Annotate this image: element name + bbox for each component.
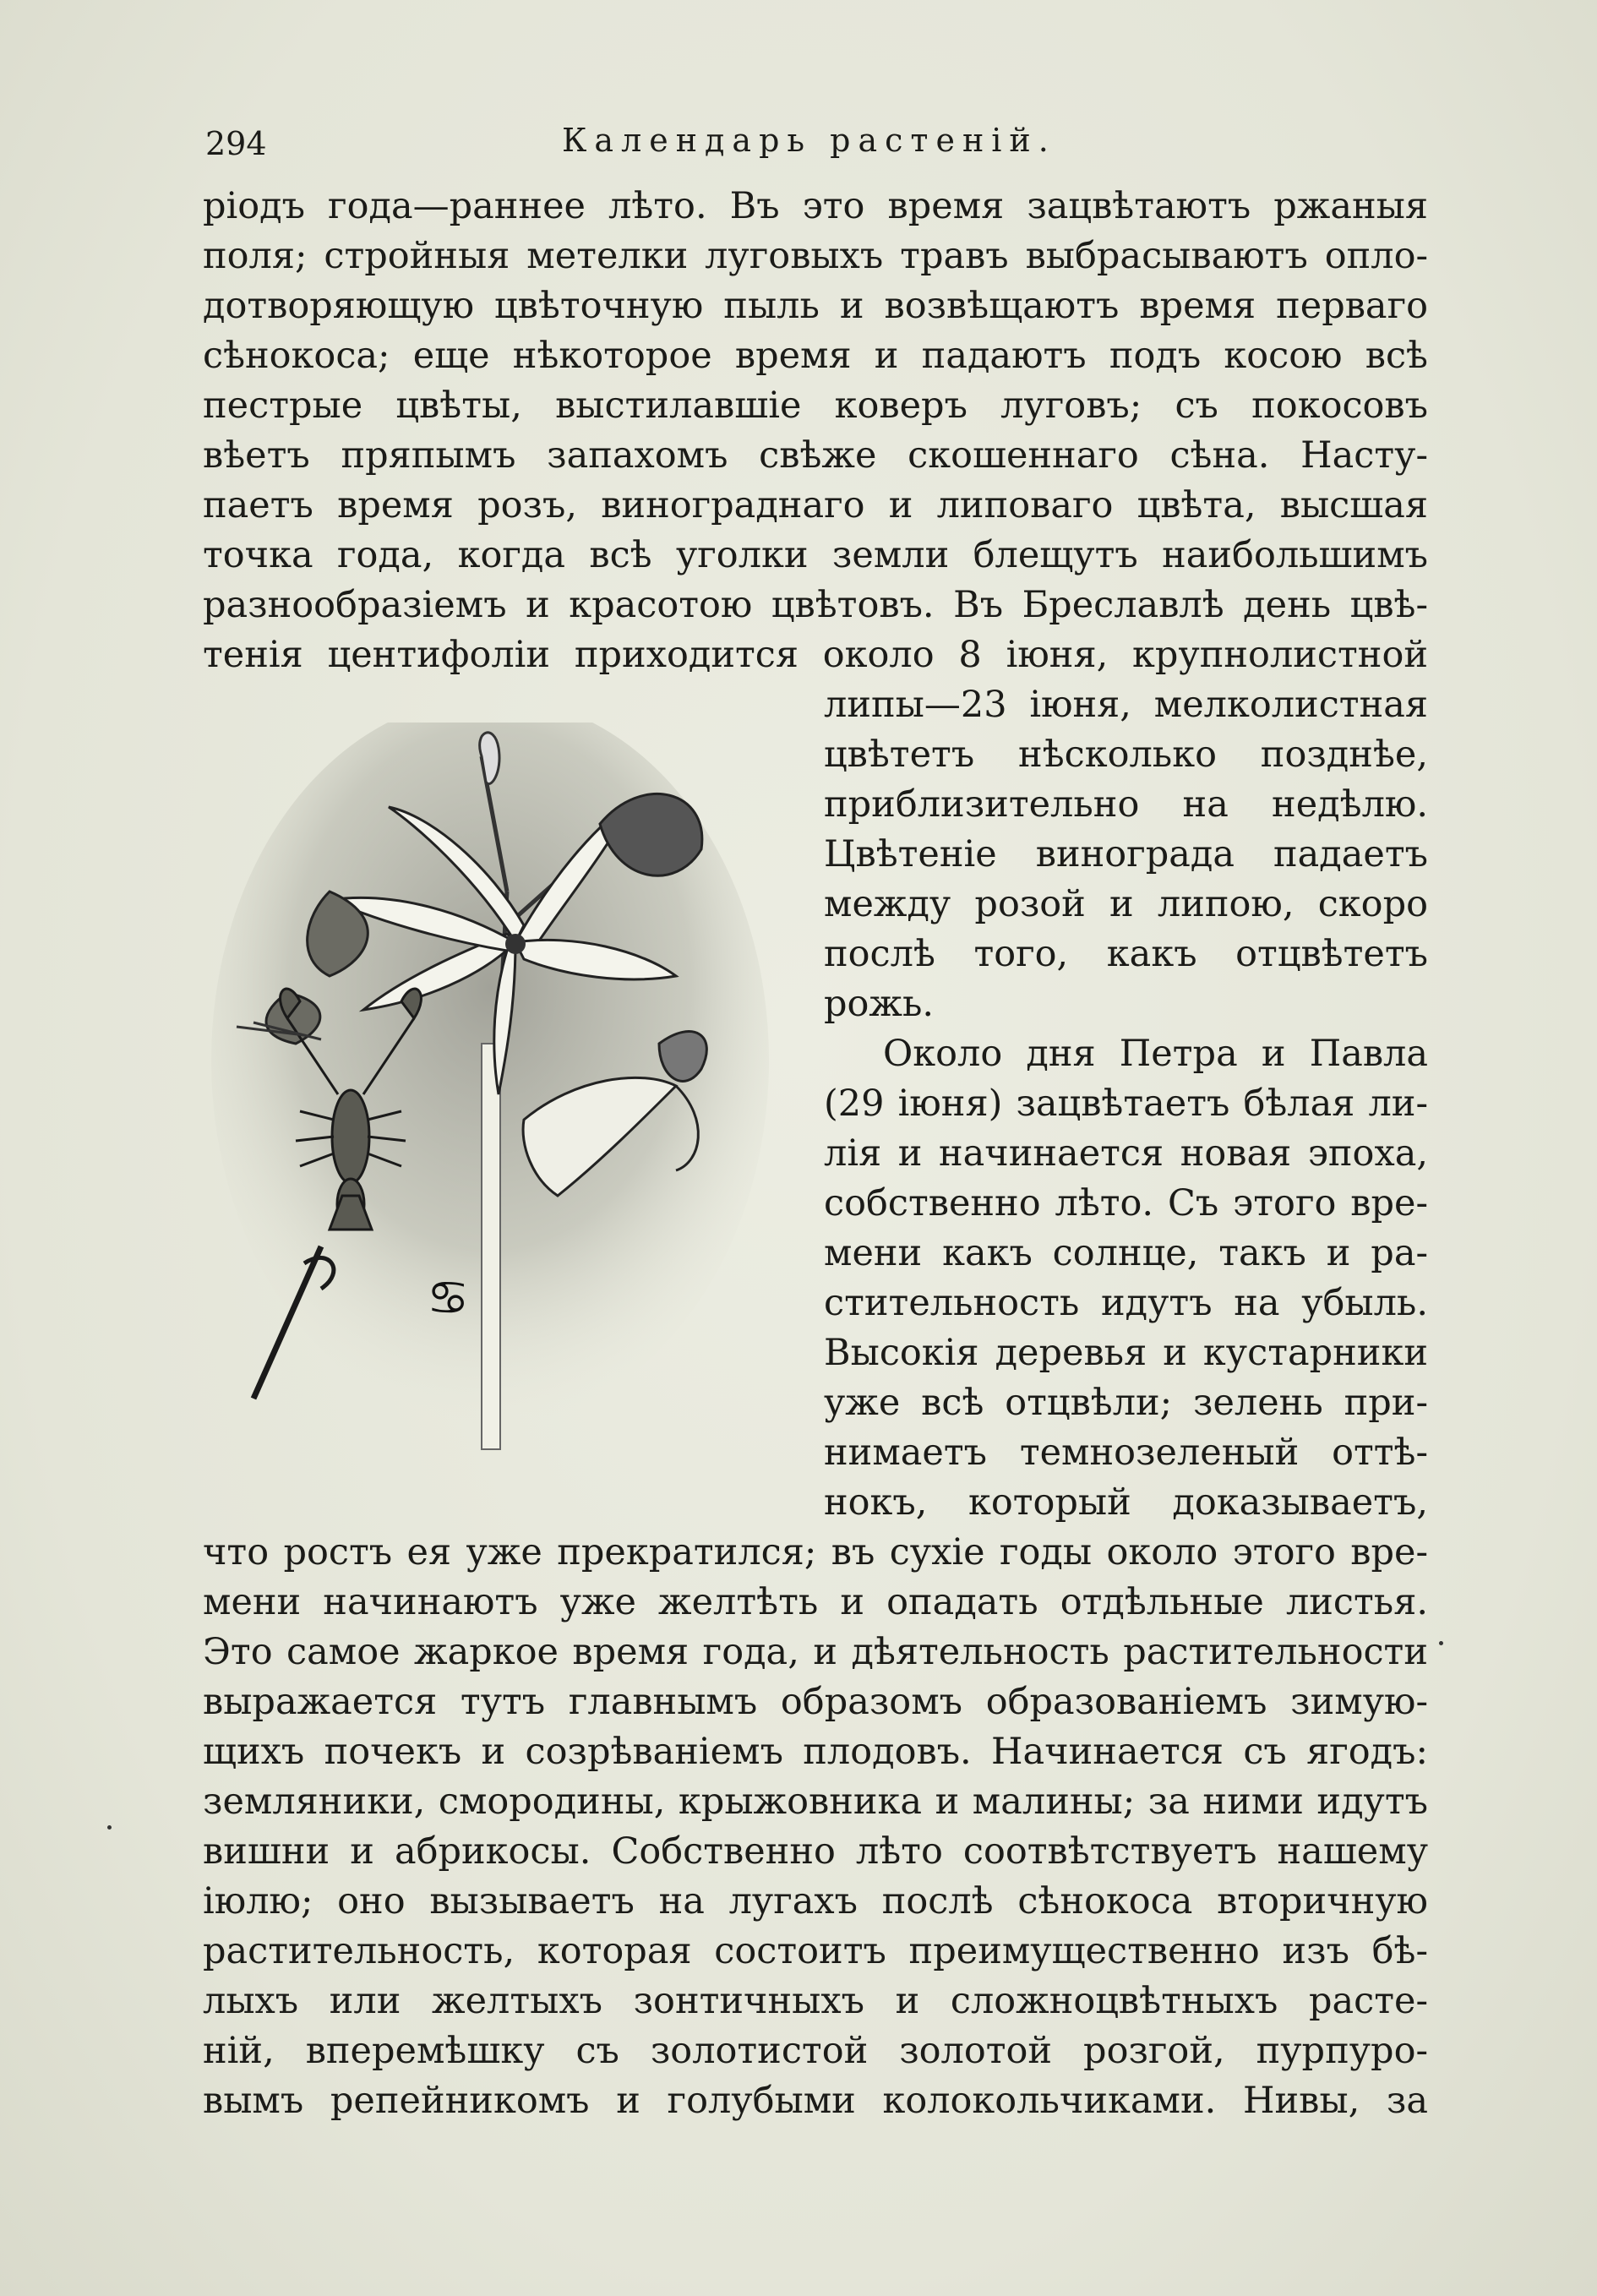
text-line: мени начинаютъ уже желтѣть и опадать отдѣльные листья.: [203, 1581, 1428, 1623]
text-line: пестрые цвѣты, выстилавшіе коверъ луговъ; съ покосовъ: [203, 384, 1428, 427]
text-line: вишни и абрикосы. Собственно лѣто соотвѣтствуетъ нашему: [203, 1830, 1428, 1873]
text-line: между розой и липою, скоро: [824, 883, 1428, 925]
cancer-zodiac-icon: ♋: [427, 1271, 470, 1326]
page-header: [0, 122, 1597, 176]
text-line: стительность идутъ на убыль.: [824, 1282, 1428, 1324]
lily-crayfish-illustration: [203, 723, 777, 1475]
text-line: паетъ время розъ, винограднаго и липоваго цвѣта, высшая: [203, 484, 1428, 526]
text-line: сѣнокоса; еще нѣкоторое время и падаютъ подъ косою всѣ: [203, 335, 1428, 377]
text-line: рожь.: [824, 983, 935, 1025]
text-line: растительность, которая состоитъ преимущественно изъ бѣ-: [203, 1930, 1428, 1972]
text-line: дотворяющую цвѣточную пыль и возвѣщаютъ время перваго: [203, 285, 1428, 327]
running-title: Календарь растеній.: [562, 122, 1056, 159]
text-line: земляники, смородины, крыжовника и малины; за ними идутъ: [203, 1781, 1428, 1823]
text-line: что ростъ ея уже прекратился; въ сухіе годы около этого вре-: [203, 1531, 1428, 1573]
text-line: Около дня Петра и Павла: [883, 1033, 1428, 1075]
text-line: лыхъ или желтыхъ зонтичныхъ и сложноцвѣтныхъ расте-: [203, 1980, 1428, 2022]
paper-speck: [107, 1825, 112, 1830]
text-line: послѣ того, какъ отцвѣтетъ: [824, 933, 1428, 975]
text-line: іюлю; оно вызываетъ на лугахъ послѣ сѣнокоса вторичную: [203, 1880, 1428, 1922]
page-number: 294: [205, 125, 267, 162]
text-line: выражается тутъ главнымъ образомъ образованіемъ зимую-: [203, 1681, 1428, 1723]
text-line: нимаетъ темнозеленый оттѣ-: [824, 1432, 1428, 1474]
text-line: вѣетъ пряпымъ запахомъ свѣже скошеннаго сѣна. Насту-: [203, 434, 1428, 477]
text-line: уже всѣ отцвѣли; зелень при-: [824, 1382, 1428, 1424]
text-line: собственно лѣто. Съ этого вре-: [824, 1182, 1428, 1224]
text-line: вымъ репейникомъ и голубыми колокольчиками. Нивы, за: [203, 2080, 1428, 2122]
text-line: (29 іюня) зацвѣтаетъ бѣлая ли-: [824, 1083, 1428, 1125]
text-line: точка года, когда всѣ уголки земли блещутъ наибольшимъ: [203, 534, 1428, 576]
text-line: тенія центифоліи приходится около 8 іюня, крупнолистной: [203, 634, 1428, 676]
text-line: щихъ почекъ и созрѣваніемъ плодовъ. Начинается съ ягодъ:: [203, 1731, 1428, 1773]
text-line: Высокія деревья и кустарники: [824, 1332, 1428, 1374]
text-line: липы—23 іюня, мелколистная: [824, 684, 1428, 726]
text-line: разнообразіемъ и красотою цвѣтовъ. Въ Бреславлѣ день цвѣ-: [203, 584, 1428, 626]
text-line: цвѣтетъ нѣсколько позднѣе,: [824, 734, 1428, 776]
text-line: Цвѣтеніе винограда падаетъ: [824, 833, 1428, 875]
text-line: поля; стройныя метелки луговыхъ травъ выбрасываютъ опло-: [203, 235, 1428, 277]
text-line: ній, вперемѣшку съ золотистой золотой розгой, пурпуро-: [203, 2030, 1428, 2072]
text-line: лія и начинается новая эпоха,: [824, 1132, 1428, 1175]
text-line: нокъ, который доказываетъ,: [824, 1481, 1428, 1524]
text-line: мени какъ солнце, такъ и ра-: [824, 1232, 1428, 1274]
text-line: ріодъ года—раннее лѣто. Въ это время зацвѣтаютъ ржаныя: [203, 185, 1428, 227]
text-line: Это самое жаркое время года, и дѣятельность растительности: [203, 1631, 1428, 1673]
text-line: приблизительно на недѣлю.: [824, 783, 1428, 826]
paper-speck: [1439, 1641, 1443, 1645]
